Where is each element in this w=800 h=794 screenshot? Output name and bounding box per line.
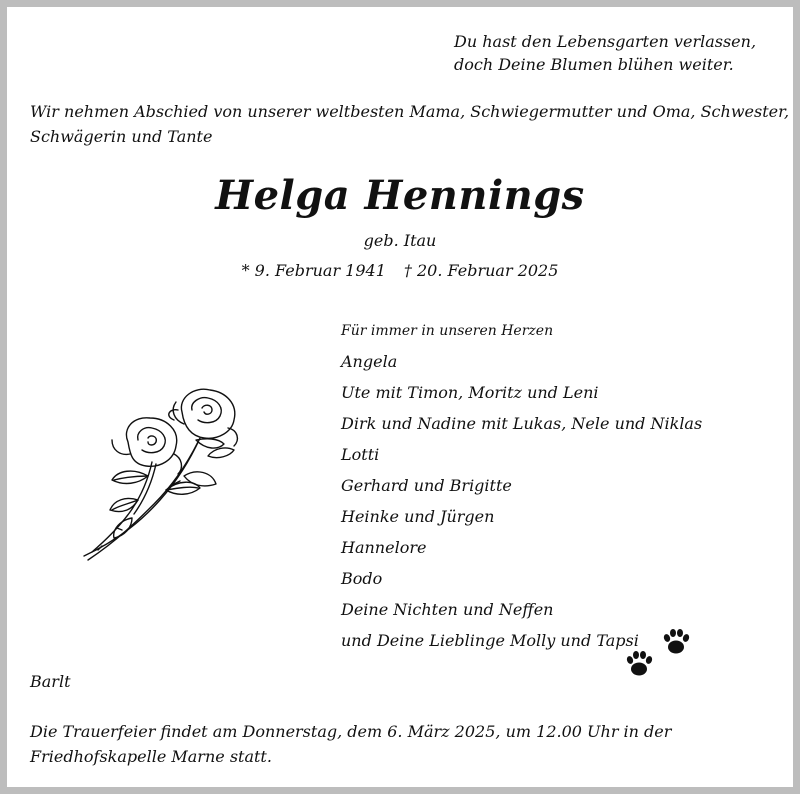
intro-line-2: Schwägerin und Tante (30, 127, 213, 146)
mourner-row: Deine Nichten und Neffen (341, 600, 554, 619)
poem-line-1: Du hast den Lebensgarten verlassen, (454, 32, 757, 51)
mourner-row: Lotti (341, 445, 380, 464)
death-date: † 20. Februar 2025 (403, 261, 559, 280)
mourner-row: Heinke und Jürgen (341, 507, 495, 526)
birth-name: geb. Itau (363, 231, 437, 250)
mourner-row: Ute mit Timon, Moritz und Leni (341, 383, 599, 402)
mourners-heading: Für immer in unseren Herzen (341, 323, 554, 339)
mourner-row: Bodo (341, 569, 383, 588)
paw-print-icon (620, 626, 692, 680)
mourner-row: Dirk und Nadine mit Lukas, Nele und Niklas (341, 414, 703, 433)
mourner-row: Angela (341, 352, 398, 371)
service-line-1: Die Trauerfeier findet am Donnerstag, dem 6. März 2025, um 12.00 Uhr in der (30, 722, 672, 741)
mourner-row: und Deine Lieblinge Molly und Tapsi (341, 631, 639, 650)
poem (454, 30, 756, 76)
place-name: Barlt (30, 672, 71, 691)
life-dates (0, 261, 800, 280)
intro-line-1: Wir nehmen Abschied von unserer weltbesten Mama, Schwiegermutter und Oma, Schwester, (30, 102, 790, 121)
service-info (30, 719, 671, 769)
mourner-row: Gerhard und Brigitte (341, 476, 512, 495)
rose-icon (78, 380, 248, 570)
mourner-row: Hannelore (341, 538, 427, 557)
birth-date: * 9. Februar 1941 (241, 261, 386, 280)
intro-text (30, 99, 789, 149)
poem-line-2: doch Deine Blumen blühen weiter. (454, 55, 734, 74)
mourners-list (341, 320, 702, 656)
deceased-name: Helga Hennings (215, 172, 585, 219)
service-line-2: Friedhofskapelle Marne statt. (30, 747, 272, 766)
